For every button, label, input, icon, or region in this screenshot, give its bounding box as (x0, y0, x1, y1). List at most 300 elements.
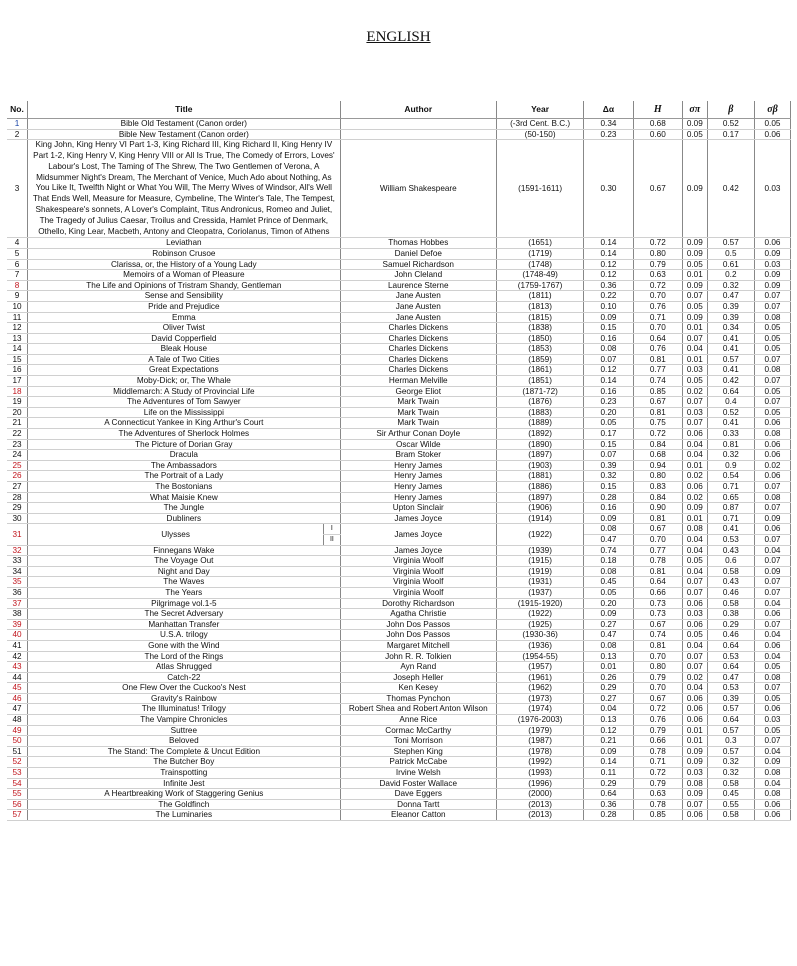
row-sigma-beta: 0.03 (754, 140, 790, 238)
row-sigma-beta: 0.04 (754, 651, 790, 662)
row-beta: 0.17 (707, 129, 754, 140)
row-sigma-pi: 0.06 (682, 693, 707, 704)
table-row (7, 662, 791, 673)
row-sigma-pi: 0.06 (682, 704, 707, 715)
row-delta-alpha: 0.08 (584, 344, 633, 355)
row-h: 0.77 (633, 545, 682, 556)
row-sigma-beta: 0.05 (754, 725, 790, 736)
header-h (633, 101, 682, 119)
row-delta-alpha: 0.22 (584, 291, 633, 302)
row-delta-alpha: 0.13 (584, 651, 633, 662)
row-sigma-beta: 0.09 (754, 248, 790, 259)
row-title: Memoirs of a Woman of Pleasure (28, 270, 341, 281)
row-sigma-pi: 0.07 (682, 291, 707, 302)
row-year: (1962) (496, 683, 583, 694)
row-year: (1890) (496, 439, 583, 450)
row-title: Catch-22 (28, 672, 341, 683)
row-year: (1897) (496, 450, 583, 461)
row-number: 19 (7, 397, 28, 408)
row-sigma-beta: 0.09 (754, 757, 790, 768)
row-title: The Voyage Out (28, 556, 341, 567)
row-beta: 0.47 (707, 291, 754, 302)
row-title: The Secret Adversary (28, 609, 341, 620)
row-sigma-pi: 0.07 (682, 418, 707, 429)
row-author: Dorothy Richardson (340, 598, 496, 609)
row-title: Gravity's Rainbow (28, 693, 341, 704)
row-sigma-pi: 0.09 (682, 789, 707, 800)
row-delta-alpha: 0.08 (584, 524, 633, 535)
row-delta-alpha: 0.10 (584, 301, 633, 312)
row-beta: 0.41 (707, 333, 754, 344)
row-year: (1976-2003) (496, 715, 583, 726)
row-sigma-pi: 0.06 (682, 429, 707, 440)
row-title: Life on the Mississippi (28, 407, 341, 418)
row-sigma-beta: 0.07 (754, 503, 790, 514)
row-beta: 0.32 (707, 757, 754, 768)
row-delta-alpha: 0.16 (584, 333, 633, 344)
row-h: 0.73 (633, 598, 682, 609)
row-h: 0.67 (633, 619, 682, 630)
row-sigma-pi: 0.01 (682, 736, 707, 747)
row-author: Thomas Pynchon (340, 693, 496, 704)
row-part-label: I (324, 524, 340, 535)
row-delta-alpha: 0.36 (584, 799, 633, 810)
row-number: 23 (7, 439, 28, 450)
row-sigma-beta: 0.08 (754, 492, 790, 503)
row-delta-alpha: 0.13 (584, 715, 633, 726)
row-number: 38 (7, 609, 28, 620)
row-sigma-pi: 0.09 (682, 312, 707, 323)
row-beta: 0.55 (707, 799, 754, 810)
table-row (7, 704, 791, 715)
row-year: (1719) (496, 248, 583, 259)
row-sigma-beta: 0.05 (754, 662, 790, 673)
row-delta-alpha: 0.28 (584, 492, 633, 503)
row-sigma-beta: 0.05 (754, 386, 790, 397)
row-h: 0.68 (633, 450, 682, 461)
row-year: (1930-36) (496, 630, 583, 641)
row-part-label: II (324, 534, 340, 545)
row-sigma-pi: 0.02 (682, 471, 707, 482)
table-row (7, 725, 791, 736)
row-year: (50-150) (496, 129, 583, 140)
row-number: 21 (7, 418, 28, 429)
table-row (7, 778, 791, 789)
row-number: 24 (7, 450, 28, 461)
row-sigma-beta: 0.04 (754, 545, 790, 556)
data-table (7, 101, 791, 821)
row-beta: 0.41 (707, 365, 754, 376)
row-h: 0.83 (633, 482, 682, 493)
row-author: James Joyce (340, 513, 496, 524)
row-beta: 0.46 (707, 587, 754, 598)
row-year: (1974) (496, 704, 583, 715)
row-delta-alpha: 0.15 (584, 439, 633, 450)
row-author: Thomas Hobbes (340, 238, 496, 249)
row-author: James Joyce (340, 545, 496, 556)
row-year: (1815) (496, 312, 583, 323)
row-sigma-beta: 0.04 (754, 778, 790, 789)
row-sigma-pi: 0.08 (682, 524, 707, 535)
row-beta: 0.53 (707, 651, 754, 662)
row-title: Ulysses (28, 524, 324, 545)
row-beta: 0.58 (707, 810, 754, 821)
row-sigma-pi: 0.07 (682, 333, 707, 344)
row-title: Infinite Jest (28, 778, 341, 789)
row-beta: 0.42 (707, 376, 754, 387)
row-author (340, 119, 496, 130)
row-beta: 0.38 (707, 609, 754, 620)
row-year: (1922) (496, 524, 583, 545)
row-number: 34 (7, 566, 28, 577)
row-number: 55 (7, 789, 28, 800)
table-row (7, 270, 791, 281)
header-no: No. (7, 101, 28, 119)
row-author: Virginia Woolf (340, 566, 496, 577)
row-number: 35 (7, 577, 28, 588)
row-sigma-pi: 0.02 (682, 492, 707, 503)
row-title: What Maisie Knew (28, 492, 341, 503)
row-author: George Eliot (340, 386, 496, 397)
table-row (7, 439, 791, 450)
row-number: 51 (7, 746, 28, 757)
row-author: Oscar Wilde (340, 439, 496, 450)
table-row (7, 492, 791, 503)
row-sigma-beta: 0.06 (754, 471, 790, 482)
row-beta: 0.64 (707, 662, 754, 673)
row-beta: 0.71 (707, 513, 754, 524)
row-author: Stephen King (340, 746, 496, 757)
row-title: The Waves (28, 577, 341, 588)
table-row (7, 683, 791, 694)
row-delta-alpha: 0.12 (584, 725, 633, 736)
row-h: 0.71 (633, 757, 682, 768)
row-sigma-beta: 0.07 (754, 736, 790, 747)
row-author: Charles Dickens (340, 344, 496, 355)
table-row (7, 577, 791, 588)
row-sigma-pi: 0.06 (682, 715, 707, 726)
row-sigma-pi: 0.09 (682, 119, 707, 130)
row-h: 0.70 (633, 291, 682, 302)
row-delta-alpha: 0.29 (584, 683, 633, 694)
table-row (7, 312, 791, 323)
row-author: Dave Eggers (340, 789, 496, 800)
row-author: Upton Sinclair (340, 503, 496, 514)
row-h: 0.81 (633, 566, 682, 577)
row-h: 0.74 (633, 630, 682, 641)
row-beta: 0.46 (707, 630, 754, 641)
row-year: (1851) (496, 376, 583, 387)
row-sigma-pi: 0.07 (682, 587, 707, 598)
row-beta: 0.58 (707, 566, 754, 577)
row-title: The Adventures of Sherlock Holmes (28, 429, 341, 440)
table-row (7, 587, 791, 598)
row-beta: 0.57 (707, 238, 754, 249)
row-title: Dracula (28, 450, 341, 461)
row-sigma-beta: 0.08 (754, 789, 790, 800)
row-beta: 0.57 (707, 746, 754, 757)
row-h: 0.63 (633, 270, 682, 281)
table-row (7, 513, 791, 524)
row-delta-alpha: 0.07 (584, 450, 633, 461)
table-row (7, 248, 791, 259)
row-beta: 0.52 (707, 119, 754, 130)
row-author: Ayn Rand (340, 662, 496, 673)
row-number: 29 (7, 503, 28, 514)
row-beta: 0.41 (707, 418, 754, 429)
row-h: 0.67 (633, 524, 682, 535)
header-sigma-pi (682, 101, 707, 119)
row-year: (1903) (496, 460, 583, 471)
row-year: (1914) (496, 513, 583, 524)
row-number: 20 (7, 407, 28, 418)
row-year: (1922) (496, 609, 583, 620)
row-sigma-pi: 0.05 (682, 630, 707, 641)
row-sigma-pi: 0.06 (682, 619, 707, 630)
row-h: 0.84 (633, 492, 682, 503)
row-sigma-pi: 0.07 (682, 799, 707, 810)
row-title: Moby-Dick; or, The Whale (28, 376, 341, 387)
row-beta: 0.57 (707, 725, 754, 736)
row-beta: 0.5 (707, 248, 754, 259)
row-delta-alpha: 0.21 (584, 736, 633, 747)
row-delta-alpha: 0.27 (584, 619, 633, 630)
table-row (7, 789, 791, 800)
row-h: 0.67 (633, 693, 682, 704)
row-year: (1906) (496, 503, 583, 514)
row-number: 26 (7, 471, 28, 482)
row-delta-alpha: 0.14 (584, 376, 633, 387)
row-number: 25 (7, 460, 28, 471)
row-sigma-pi: 0.04 (682, 439, 707, 450)
row-sigma-pi: 0.04 (682, 683, 707, 694)
row-delta-alpha: 0.27 (584, 693, 633, 704)
row-author: Henry James (340, 482, 496, 493)
table-row (7, 450, 791, 461)
row-sigma-beta: 0.05 (754, 119, 790, 130)
row-h: 0.79 (633, 672, 682, 683)
row-delta-alpha: 0.12 (584, 270, 633, 281)
row-sigma-beta: 0.07 (754, 683, 790, 694)
row-sigma-pi: 0.01 (682, 354, 707, 365)
row-sigma-pi: 0.09 (682, 238, 707, 249)
table-row (7, 238, 791, 249)
row-year: (1886) (496, 482, 583, 493)
row-year: (1993) (496, 768, 583, 779)
row-h: 0.79 (633, 778, 682, 789)
row-h: 0.67 (633, 397, 682, 408)
row-year: (1591-1611) (496, 140, 583, 238)
row-year: (1915) (496, 556, 583, 567)
row-number: 57 (7, 810, 28, 821)
row-author: Anne Rice (340, 715, 496, 726)
row-author: Henry James (340, 471, 496, 482)
row-delta-alpha: 0.64 (584, 789, 633, 800)
row-delta-alpha: 0.08 (584, 566, 633, 577)
row-author: David Foster Wallace (340, 778, 496, 789)
row-year: (1892) (496, 429, 583, 440)
row-number: 44 (7, 672, 28, 683)
row-title: Sense and Sensibility (28, 291, 341, 302)
row-sigma-pi: 0.07 (682, 397, 707, 408)
row-year: (1883) (496, 407, 583, 418)
table-row (7, 799, 791, 810)
table-row (7, 598, 791, 609)
row-beta: 0.42 (707, 140, 754, 238)
row-title: A Tale of Two Cities (28, 354, 341, 365)
row-number: 15 (7, 354, 28, 365)
table-body (7, 119, 791, 821)
row-sigma-pi: 0.04 (682, 545, 707, 556)
row-number: 36 (7, 587, 28, 598)
row-h: 0.85 (633, 386, 682, 397)
row-author: Irvine Welsh (340, 768, 496, 779)
table-row (7, 291, 791, 302)
row-number: 53 (7, 768, 28, 779)
row-sigma-pi: 0.04 (682, 450, 707, 461)
row-beta: 0.53 (707, 534, 754, 545)
row-delta-alpha: 0.18 (584, 556, 633, 567)
row-sigma-pi: 0.01 (682, 725, 707, 736)
row-delta-alpha: 0.11 (584, 768, 633, 779)
row-sigma-pi: 0.07 (682, 662, 707, 673)
row-beta: 0.39 (707, 693, 754, 704)
row-author: Henry James (340, 460, 496, 471)
row-beta: 0.6 (707, 556, 754, 567)
row-sigma-pi: 0.04 (682, 566, 707, 577)
row-sigma-beta: 0.08 (754, 365, 790, 376)
row-author: John R. R. Tolkien (340, 651, 496, 662)
row-year: (1937) (496, 587, 583, 598)
table-row (7, 640, 791, 651)
row-year: (1939) (496, 545, 583, 556)
row-sigma-beta: 0.06 (754, 238, 790, 249)
row-sigma-beta: 0.07 (754, 534, 790, 545)
row-sigma-pi: 0.05 (682, 556, 707, 567)
row-sigma-beta: 0.07 (754, 376, 790, 387)
row-title: Trainspotting (28, 768, 341, 779)
row-author: Mark Twain (340, 407, 496, 418)
row-beta: 0.61 (707, 259, 754, 270)
row-sigma-beta: 0.07 (754, 619, 790, 630)
table-row (7, 129, 791, 140)
row-delta-alpha: 0.45 (584, 577, 633, 588)
row-year: (1813) (496, 301, 583, 312)
row-sigma-beta: 0.09 (754, 513, 790, 524)
table-row (7, 407, 791, 418)
row-year: (1850) (496, 333, 583, 344)
row-sigma-beta: 0.08 (754, 429, 790, 440)
row-author (340, 129, 496, 140)
row-author: Cormac McCarthy (340, 725, 496, 736)
row-year: (1961) (496, 672, 583, 683)
row-delta-alpha: 0.36 (584, 280, 633, 291)
row-title: The Illuminatus! Trilogy (28, 704, 341, 715)
row-year: (1973) (496, 693, 583, 704)
row-h: 0.85 (633, 810, 682, 821)
row-delta-alpha: 0.15 (584, 323, 633, 334)
row-sigma-pi: 0.01 (682, 323, 707, 334)
row-h: 0.68 (633, 119, 682, 130)
row-sigma-pi: 0.09 (682, 746, 707, 757)
row-beta: 0.43 (707, 545, 754, 556)
row-beta: 0.39 (707, 301, 754, 312)
row-delta-alpha: 0.14 (584, 238, 633, 249)
row-number: 14 (7, 344, 28, 355)
row-number: 48 (7, 715, 28, 726)
row-sigma-pi: 0.03 (682, 407, 707, 418)
row-delta-alpha: 0.39 (584, 460, 633, 471)
row-number: 43 (7, 662, 28, 673)
row-year: (1871-72) (496, 386, 583, 397)
row-h: 0.76 (633, 715, 682, 726)
row-h: 0.81 (633, 354, 682, 365)
table-row (7, 715, 791, 726)
row-number: 49 (7, 725, 28, 736)
row-title: The Luminaries (28, 810, 341, 821)
row-h: 0.72 (633, 238, 682, 249)
table-row (7, 746, 791, 757)
row-author: Ken Kesey (340, 683, 496, 694)
row-delta-alpha: 0.09 (584, 609, 633, 620)
row-delta-alpha: 0.16 (584, 386, 633, 397)
row-sigma-beta: 0.05 (754, 693, 790, 704)
row-delta-alpha: 0.16 (584, 503, 633, 514)
row-sigma-pi: 0.09 (682, 757, 707, 768)
row-sigma-pi: 0.07 (682, 577, 707, 588)
row-beta: 0.39 (707, 312, 754, 323)
row-delta-alpha: 0.05 (584, 418, 633, 429)
row-sigma-beta: 0.06 (754, 810, 790, 821)
row-number: 47 (7, 704, 28, 715)
row-sigma-beta: 0.08 (754, 672, 790, 683)
row-sigma-pi: 0.04 (682, 534, 707, 545)
row-sigma-pi: 0.05 (682, 129, 707, 140)
row-year: (2013) (496, 799, 583, 810)
table-row (7, 365, 791, 376)
table-row (7, 397, 791, 408)
table-row (7, 736, 791, 747)
row-title: Robinson Crusoe (28, 248, 341, 259)
row-author: Donna Tartt (340, 799, 496, 810)
row-author: Robert Shea and Robert Anton Wilson (340, 704, 496, 715)
row-h: 0.81 (633, 640, 682, 651)
row-h: 0.80 (633, 248, 682, 259)
row-title: The Years (28, 587, 341, 598)
row-number: 3 (7, 140, 28, 238)
row-title: The Portrait of a Lady (28, 471, 341, 482)
row-h: 0.76 (633, 344, 682, 355)
row-year: (1996) (496, 778, 583, 789)
table-row (7, 503, 791, 514)
row-delta-alpha: 0.20 (584, 598, 633, 609)
row-year: (1748-49) (496, 270, 583, 281)
row-sigma-beta: 0.07 (754, 577, 790, 588)
row-h: 0.78 (633, 556, 682, 567)
header-beta-label: β (728, 103, 734, 115)
table-row (7, 672, 791, 683)
row-author: Mark Twain (340, 418, 496, 429)
row-author: Patrick McCabe (340, 757, 496, 768)
row-h: 0.72 (633, 768, 682, 779)
row-sigma-beta: 0.05 (754, 344, 790, 355)
header-sigma-beta-label: σβ (767, 103, 778, 115)
row-title: The Bostonians (28, 482, 341, 493)
row-year: (-3rd Cent. B.C.) (496, 119, 583, 130)
row-number: 27 (7, 482, 28, 493)
row-number: 56 (7, 799, 28, 810)
row-number: 1 (7, 119, 28, 130)
